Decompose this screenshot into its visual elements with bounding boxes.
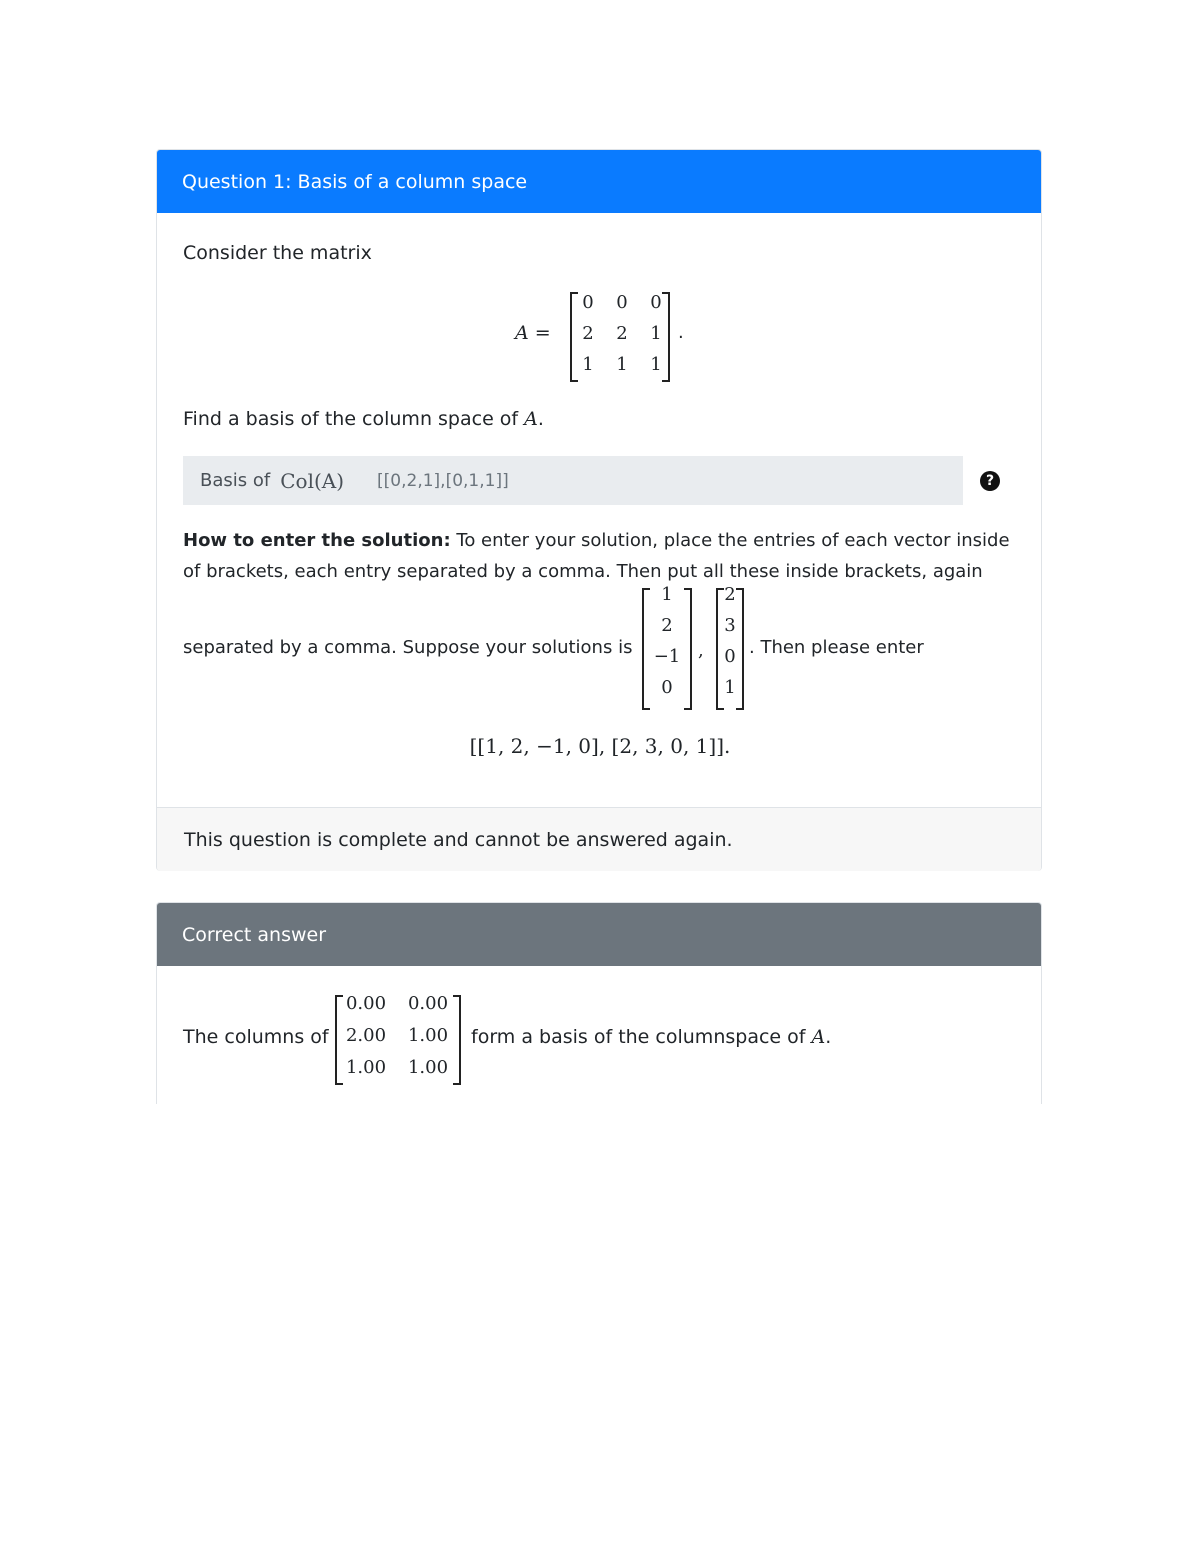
example-vector-2 [716,584,744,710]
matrix-cell: 0 [616,292,628,313]
matrix-cell: 1.00 [407,1057,449,1078]
matrix-cell: 0 [650,292,662,313]
matrix-cell: 1 [650,323,662,344]
prompt-var: A [524,408,538,430]
matrix-cell: 2 [582,323,594,344]
answer-matrix [335,995,461,1085]
question-header [157,150,1041,213]
example-vector-1 [642,584,692,710]
matrix-cell: 0.00 [407,993,449,1014]
vector-comma: , [698,640,704,661]
matrix-cell: 1.00 [345,1057,387,1078]
answer-suffix-text: form a basis of the columnspace of [471,1026,806,1048]
matrix-cell: 1.00 [407,1025,449,1046]
answer-suffix-end: . [825,1026,832,1048]
input-label-math: Col(A) [280,468,345,493]
matrix-cell: 3 [724,615,736,636]
answer-card [156,902,1042,1104]
howto-line3: separated by a comma. Suppose your solutions is [183,637,633,658]
answer-suffix-var: A [811,1026,826,1048]
matrix-cell: 1 [582,354,594,375]
matrix-cell: 0.00 [345,993,387,1014]
matrix-a [570,292,670,382]
matrix-cell: 0 [661,677,673,698]
input-label: Basis of [200,470,271,491]
bracket-tick [337,1083,343,1085]
matrix-cell: 0 [724,646,736,667]
bracket-tick [736,708,742,710]
matrix-cell: 1 [650,354,662,375]
bracket-tick [453,1083,459,1085]
question-intro: Consider the matrix [183,242,372,264]
help-button[interactable] [963,456,1017,505]
matrix-suffix: . [678,322,684,343]
howto-text1: To enter your solution, place the entries of each vector inside [456,530,1010,551]
input-value: [[0,2,1],[0,1,1]] [377,470,509,491]
matrix-cell: 0 [582,292,594,313]
bracket-tick [684,708,690,710]
question-title: Question 1: Basis of a column space [182,170,528,193]
answer-title: Correct answer [182,923,327,946]
question-circle-icon: ? [980,471,1000,491]
matrix-cell: 2 [724,584,736,605]
prompt-text: Find a basis of the column space of [183,408,519,430]
matrix-cell: 2 [616,323,628,344]
matrix-cell: 1 [661,584,673,605]
bracket-tick [718,708,724,710]
matrix-cell: 1 [724,677,736,698]
answer-input-group [183,456,1017,505]
question-footer [157,807,1041,871]
example-answer: [[1, 2, −1, 0], [2, 3, 0, 1]]. [469,734,731,758]
matrix-cell: 2.00 [345,1025,387,1046]
bracket-tick [662,380,668,382]
bracket-tick [572,380,578,382]
answer-suffix [471,1026,831,1048]
howto-line2: of brackets, each entry separated by a comma. Then put all these inside brackets, again [183,561,983,582]
matrix-cell: −1 [653,646,681,667]
matrix-cell: 1 [616,354,628,375]
bracket-tick [644,708,650,710]
question-card [156,149,1042,871]
answer-prefix: The columns of [183,1026,329,1048]
prompt-suffix: . [537,408,544,430]
question-prompt [183,408,544,430]
howto-bold: How to enter the solution: [183,530,451,551]
matrix-label: A = [515,322,551,344]
matrix-cell: 2 [661,615,673,636]
answer-input-field[interactable] [183,456,963,505]
howto-line1 [183,530,1010,551]
howto-line3-suffix: . Then please enter [749,637,924,658]
answer-header [157,903,1041,966]
footer-text: This question is complete and cannot be answered again. [184,828,733,851]
